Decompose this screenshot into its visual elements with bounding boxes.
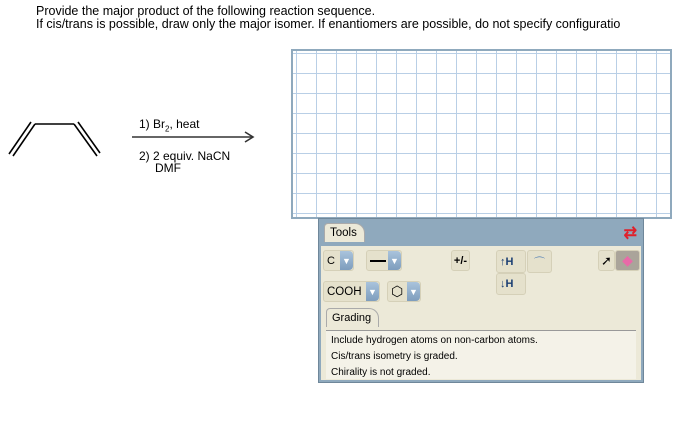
step-2-solvent: DMF bbox=[155, 161, 181, 175]
grading-line: Chirality is not graded. bbox=[331, 367, 431, 378]
group-select[interactable] bbox=[323, 281, 380, 302]
eraser-button[interactable] bbox=[615, 250, 640, 271]
add-hydrogen-button[interactable] bbox=[496, 250, 526, 273]
remove-h-label: H bbox=[505, 278, 514, 290]
chevron-down-icon: ▼ bbox=[388, 251, 401, 270]
cursor-icon: ➚ bbox=[601, 252, 612, 268]
single-bond-icon bbox=[370, 260, 386, 262]
grading-line: Cis/trans isometry is graded. bbox=[331, 351, 458, 362]
refresh-icon[interactable]: ⇄ bbox=[623, 225, 637, 242]
tools-panel bbox=[318, 218, 644, 383]
step-2: 2) 2 equiv. NaCN bbox=[139, 149, 231, 163]
ring-select[interactable] bbox=[387, 281, 421, 302]
drawing-canvas[interactable] bbox=[291, 49, 672, 219]
curved-arrow-icon: ⌒ bbox=[534, 256, 545, 269]
reaction-arrow bbox=[132, 131, 256, 143]
question-line-2: If cis/trans is possible, draw only the major isomer. If enantiomers are possible, do not specify configuratio bbox=[36, 17, 621, 31]
group-label: COOH bbox=[327, 285, 362, 298]
butadiene-structure bbox=[0, 110, 110, 170]
remove-hydrogen-button[interactable] bbox=[496, 273, 526, 295]
step-1-text: 1) Br bbox=[139, 117, 166, 131]
select-tool-button[interactable] bbox=[598, 250, 615, 271]
arrow-up-icon: ↑ bbox=[500, 255, 506, 268]
arrow-down-icon: ↓ bbox=[500, 278, 506, 290]
hexagon-icon: ⬡ bbox=[391, 283, 404, 299]
chevron-down-icon: ▼ bbox=[340, 251, 353, 270]
atom-label: C bbox=[327, 254, 335, 267]
atom-select[interactable] bbox=[323, 250, 354, 271]
tools-content bbox=[321, 246, 641, 380]
eraser-icon: ◆ bbox=[622, 252, 633, 268]
chevron-down-icon: ▼ bbox=[407, 282, 420, 301]
grading-line: Include hydrogen atoms on non-carbon atoms. bbox=[331, 335, 538, 346]
charge-button[interactable]: +/- bbox=[451, 250, 470, 271]
bond-select[interactable] bbox=[366, 250, 402, 271]
tab-grading[interactable]: Grading bbox=[326, 308, 379, 327]
step-1-sub: 2 bbox=[165, 124, 170, 134]
add-h-label: H bbox=[505, 255, 514, 268]
step-1-suffix: , heat bbox=[169, 117, 200, 131]
tab-tools[interactable]: Tools bbox=[324, 223, 365, 242]
grading-notes bbox=[326, 330, 636, 379]
question-line-1: Provide the major product of the following reaction sequence. bbox=[36, 4, 376, 18]
chevron-down-icon: ▼ bbox=[366, 282, 379, 301]
curved-arrow-button[interactable] bbox=[527, 250, 552, 273]
